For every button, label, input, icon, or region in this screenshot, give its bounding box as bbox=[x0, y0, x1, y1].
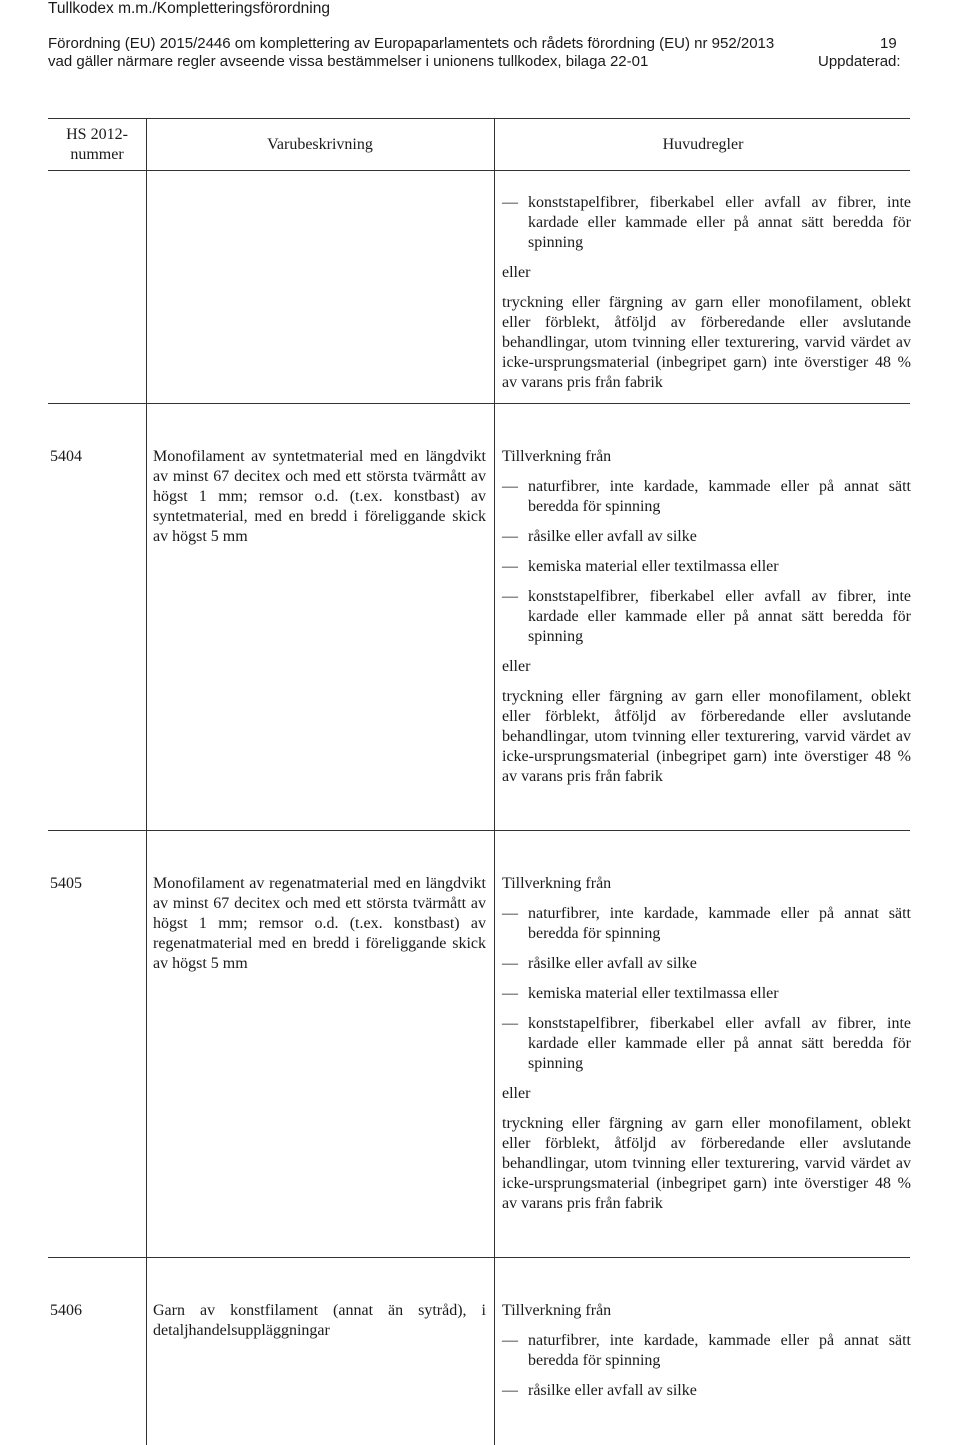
rule-item: — kemiska material eller textilmassa eller bbox=[502, 985, 779, 1002]
column-header-hs-line2: nummer bbox=[70, 146, 124, 163]
app-title: Tullkodex m.m./Kompletteringsförordning bbox=[48, 0, 330, 17]
rules-cell bbox=[502, 1301, 911, 1411]
table-top-rule bbox=[48, 118, 910, 119]
hs-code: 5406 bbox=[50, 1302, 82, 1319]
column-header-hs-number bbox=[48, 125, 146, 165]
rule-intro: Tillverkning från bbox=[502, 1302, 612, 1319]
column-divider-2 bbox=[494, 118, 495, 1445]
rule-item: — naturfibrer, inte kardade, kammade eller på annat sätt beredda för spinning bbox=[502, 1332, 911, 1369]
rule-item: — kemiska material eller textilmassa eller bbox=[502, 558, 779, 575]
column-header-rules: Huvudregler bbox=[662, 136, 744, 153]
rule-item: — naturfibrer, inte kardade, kammade eller på annat sätt beredda för spinning bbox=[502, 905, 911, 942]
rule-intro: Tillverkning från bbox=[502, 875, 612, 892]
rule-final: tryckning eller färgning av garn eller monofilament, oblekt eller förblekt, åtföljd av förberedande eller avslutande behandlingar, utom tvinning eller texturering, varvid värdet av icke-ursprungsmaterial (inbegripet garn) inte överstiger 48 % av varans pris från fabrik bbox=[502, 688, 911, 785]
column-divider-1 bbox=[146, 118, 147, 1445]
document-title-line2: vad gäller närmare regler avseende vissa bestämmelser i unionens tullkodex, bilaga 22-01 bbox=[48, 53, 649, 70]
goods-description: Monofilament av regenatmaterial med en längdvikt av minst 67 decitex och med ett största tvärmått av högst 1 mm; remsor o.d. (t.ex. konstbast) av regenatmaterial med en bredd i föreliggande skick av högst 5 mm bbox=[153, 875, 486, 972]
document-title-line1: Förordning (EU) 2015/2446 om komplettering av Europaparlamentets och rådets förordning (EU) nr 952/2013 bbox=[48, 35, 775, 52]
hs-code: 5404 bbox=[50, 448, 82, 465]
row-rule bbox=[48, 403, 910, 404]
hs-code: 5405 bbox=[50, 875, 82, 892]
rule-item: — konststapelfibrer, fiberkabel eller avfall av fibrer, inte kardade eller kammade eller på annat sätt beredda för spinning bbox=[502, 194, 911, 251]
row-rule bbox=[48, 1257, 910, 1258]
column-header-description: Varubeskrivning bbox=[267, 136, 373, 153]
rule-item: — råsilke eller avfall av silke bbox=[502, 1382, 697, 1399]
rule-final: tryckning eller färgning av garn eller monofilament, oblekt eller förblekt, åtföljd av förberedande eller avslutande behandlingar, utom tvinning eller texturering, varvid värdet av icke-ursprungsmaterial (inbegripet garn) inte överstiger 48 % av varans pris från fabrik bbox=[502, 294, 911, 391]
rule-or: eller bbox=[502, 264, 531, 281]
table-header-rule bbox=[48, 170, 910, 171]
rule-item: — råsilke eller avfall av silke bbox=[502, 528, 697, 545]
goods-description: Garn av konstfilament (annat än sytråd), i detaljhandelsuppläggningar bbox=[153, 1302, 486, 1339]
rule-or: eller bbox=[502, 658, 531, 675]
rule-item: — konststapelfibrer, fiberkabel eller avfall av fibrer, inte kardade eller kammade eller på annat sätt beredda för spinning bbox=[502, 588, 911, 645]
goods-description: Monofilament av syntetmaterial med en längdvikt av minst 67 decitex och med ett största tvärmått av högst 1 mm; remsor o.d. (t.ex. konstbast) av syntetmaterial, med en bredd i föreliggande skick av högst 5 mm bbox=[153, 448, 486, 545]
rule-intro: Tillverkning från bbox=[502, 448, 612, 465]
rule-item: — konststapelfibrer, fiberkabel eller avfall av fibrer, inte kardade eller kammade eller på annat sätt beredda för spinning bbox=[502, 1015, 911, 1072]
rules-continuation bbox=[502, 193, 911, 393]
page-number: 19 bbox=[880, 35, 897, 52]
rule-item: — råsilke eller avfall av silke bbox=[502, 955, 697, 972]
rule-or: eller bbox=[502, 1085, 531, 1102]
row-rule bbox=[48, 830, 910, 831]
rules-cell bbox=[502, 447, 911, 787]
rules-cell bbox=[502, 874, 911, 1214]
rule-final: tryckning eller färgning av garn eller monofilament, oblekt eller förblekt, åtföljd av förberedande eller avslutande behandlingar, utom tvinning eller texturering, varvid värdet av icke-ursprungsmaterial (inbegripet garn) inte överstiger 48 % av varans pris från fabrik bbox=[502, 1115, 911, 1212]
column-header-hs-line1: HS 2012- bbox=[66, 126, 128, 143]
rule-item: — naturfibrer, inte kardade, kammade eller på annat sätt beredda för spinning bbox=[502, 478, 911, 515]
updated-label: Uppdaterad: bbox=[818, 53, 901, 70]
